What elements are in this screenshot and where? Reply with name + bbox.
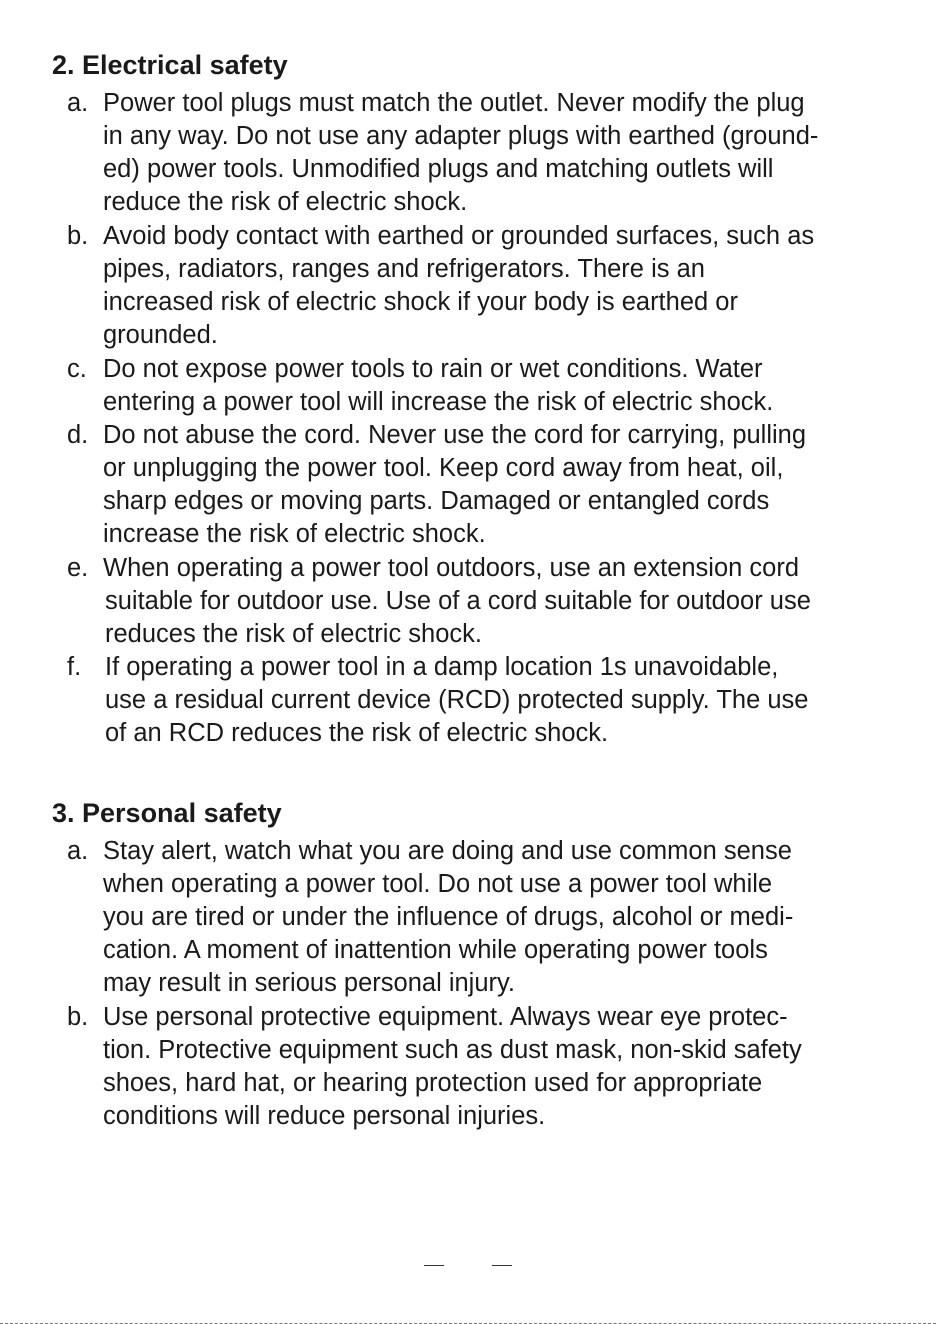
item-text-line: conditions will reduce personal injuries.: [103, 1102, 546, 1130]
item-text-line: Power tool plugs must match the outlet. Never modify the plug: [103, 89, 805, 117]
list-marker: f.: [67, 653, 82, 681]
item-text-line: reduces the risk of electric shock.: [105, 620, 482, 648]
item-text-line: may result in serious personal injury.: [103, 969, 515, 997]
item-text-line: When operating a power tool outdoors, use an extension cord: [103, 554, 800, 582]
item-text-line: Do not expose power tools to rain or wet conditions. Water: [103, 355, 763, 383]
list-marker: b.: [67, 1003, 89, 1031]
list-marker: b.: [67, 222, 89, 250]
list-marker: a.: [67, 89, 89, 117]
item-text-line: use a residual current device (RCD) protected supply. The use: [105, 686, 809, 714]
item-text-line: sharp edges or moving parts. Damaged or entangled cords: [103, 487, 770, 515]
item-text-line: Avoid body contact with earthed or grounded surfaces, such as: [103, 222, 815, 250]
page-number-dash-left: [424, 1265, 444, 1266]
item-text-line: or unplugging the power tool. Keep cord away from heat, oil,: [103, 454, 784, 482]
item-text-line: entering a power tool will increase the risk of electric shock.: [103, 388, 774, 416]
item-text-line: pipes, radiators, ranges and refrigerators. There is an: [103, 255, 705, 283]
item-text-line: shoes, hard hat, or hearing protection used for appropriate: [103, 1069, 763, 1097]
item-text-line: tion. Protective equipment such as dust mask, non-skid safety: [103, 1036, 802, 1064]
item-text-line: If operating a power tool in a damp location 1s unavoidable,: [105, 653, 779, 681]
item-text-line: ed) power tools. Unmodified plugs and matching outlets will: [103, 155, 774, 183]
item-text-line: Stay alert, watch what you are doing and use common sense: [103, 837, 792, 865]
section-title-personal-safety: 3. Personal safety: [52, 798, 282, 828]
item-text-line: increase the risk of electric shock.: [103, 520, 486, 548]
item-text-line: Use personal protective equipment. Always wear eye protec-: [103, 1003, 788, 1031]
list-marker: a.: [67, 837, 89, 865]
section-title-electrical-safety: 2. Electrical safety: [52, 50, 288, 80]
item-text-line: when operating a power tool. Do not use a power tool while: [103, 870, 773, 898]
item-text-line: of an RCD reduces the risk of electric shock.: [105, 719, 609, 747]
item-text-line: cation. A moment of inattention while operating power tools: [103, 936, 768, 964]
item-text-line: suitable for outdoor use. Use of a cord suitable for outdoor use: [105, 587, 811, 615]
item-text-line: in any way. Do not use any adapter plugs with earthed (ground-: [103, 122, 819, 150]
item-text-line: reduce the risk of electric shock.: [103, 188, 468, 216]
list-marker: c.: [67, 355, 87, 383]
page-number-dash-right: [492, 1265, 512, 1266]
list-marker: d.: [67, 421, 89, 449]
item-text-line: you are tired or under the influence of drugs, alcohol or medi-: [103, 903, 794, 931]
item-text-line: grounded.: [103, 321, 218, 349]
list-marker: e.: [67, 554, 89, 582]
item-text-line: increased risk of electric shock if your body is earthed or: [103, 288, 738, 316]
item-text-line: Do not abuse the cord. Never use the cord for carrying, pulling: [103, 421, 807, 449]
